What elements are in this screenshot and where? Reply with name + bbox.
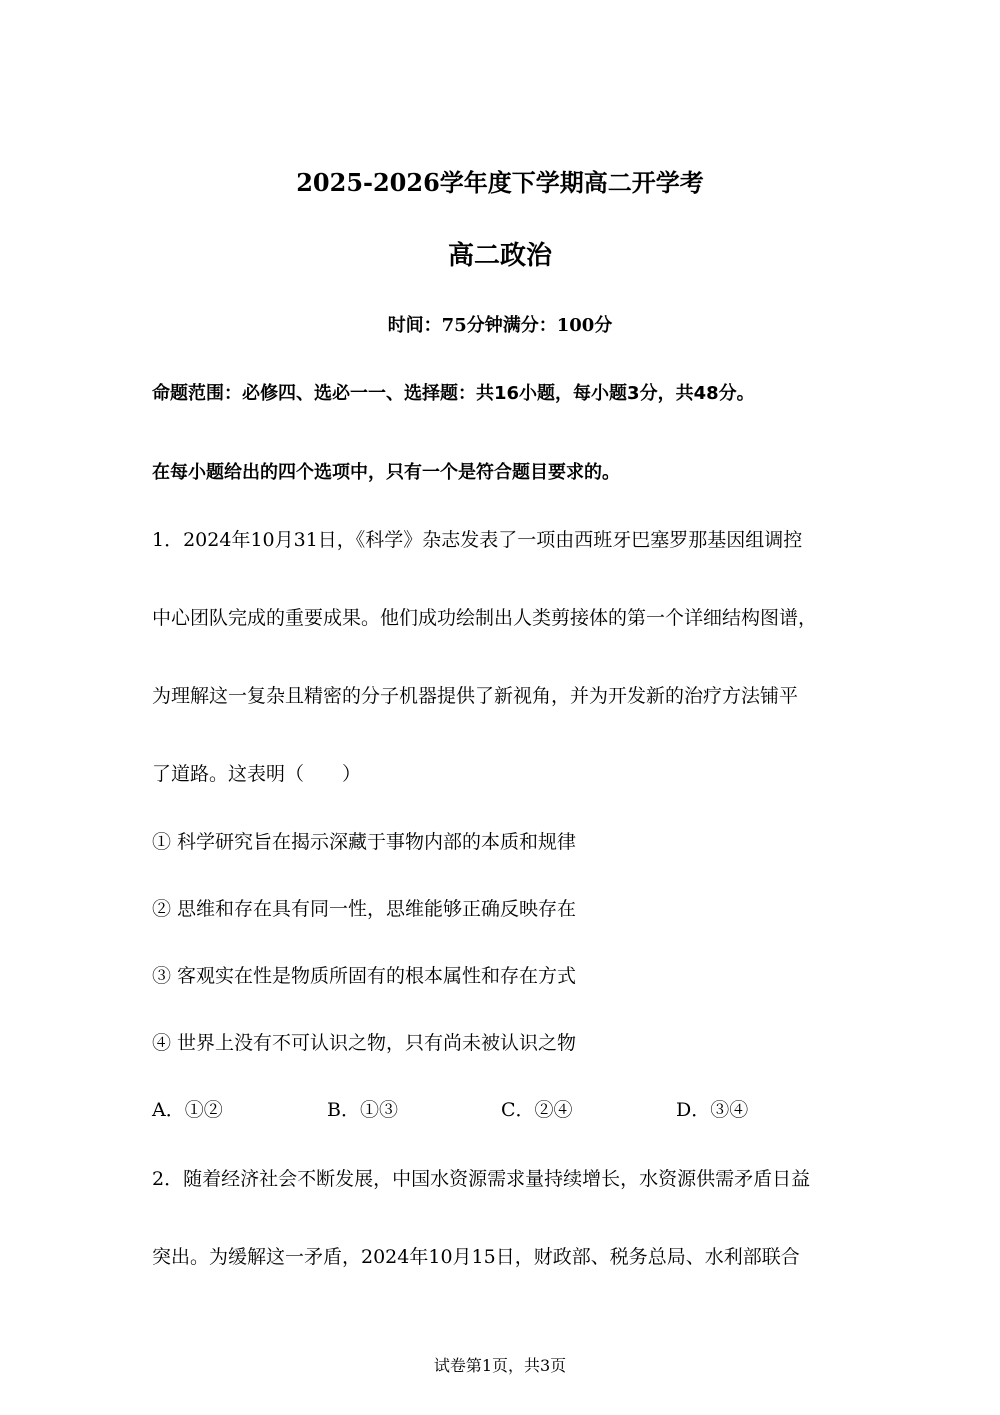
exam-subject: 高二政治 bbox=[447, 241, 552, 271]
question-2-stem-line: 突出。为缓解这一矛盾，2024年10月15日，财政部、税务总局、水利部联合 bbox=[152, 1246, 800, 1268]
time-score-info: 时间：75分钟满分：100分 bbox=[387, 315, 613, 336]
question-1-statement: ① 科学研究旨在揭示深藏于事物内部的本质和规律 bbox=[152, 831, 577, 853]
question-1-statement: ③ 客观实在性是物质所固有的根本属性和存在方式 bbox=[152, 965, 577, 987]
page-footer: 试卷第1页，共3页 bbox=[433, 1356, 567, 1375]
scope-instruction: 命题范围：必修四、选必一一、选择题：共16小题，每小题3分，共48分。 bbox=[152, 383, 755, 404]
question-1-option-c: C．②④ bbox=[501, 1099, 573, 1121]
question-1-option-a: A．①② bbox=[152, 1099, 223, 1121]
question-1-option-d: D．③④ bbox=[676, 1099, 749, 1121]
question-1-option-b: B．①③ bbox=[327, 1099, 398, 1121]
exam-title: 2025-2026学年度下学期高二开学考 bbox=[296, 168, 704, 197]
question-1-stem-line: 为理解这一复杂且精密的分子机器提供了新视角，并为开发新的治疗方法铺平 bbox=[152, 685, 799, 707]
question-1-statement: ④ 世界上没有不可认识之物，只有尚未被认识之物 bbox=[152, 1032, 577, 1054]
question-1-stem-line: 1．2024年10月31日，《科学》杂志发表了一项由西班牙巴塞罗那基因组调控 bbox=[152, 529, 803, 551]
question-1-statement: ② 思维和存在具有同一性，思维能够正确反映存在 bbox=[152, 898, 577, 920]
answer-requirement: 在每小题给出的四个选项中，只有一个是符合题目要求的。 bbox=[152, 462, 620, 483]
question-2-stem-line: 2．随着经济社会不断发展，中国水资源需求量持续增长，水资源供需矛盾日益 bbox=[152, 1168, 811, 1190]
question-1-stem-line: 了道路。这表明（ ） bbox=[152, 763, 362, 785]
question-1-stem-line: 中心团队完成的重要成果。他们成功绘制出人类剪接体的第一个详细结构图谱， bbox=[152, 607, 818, 629]
